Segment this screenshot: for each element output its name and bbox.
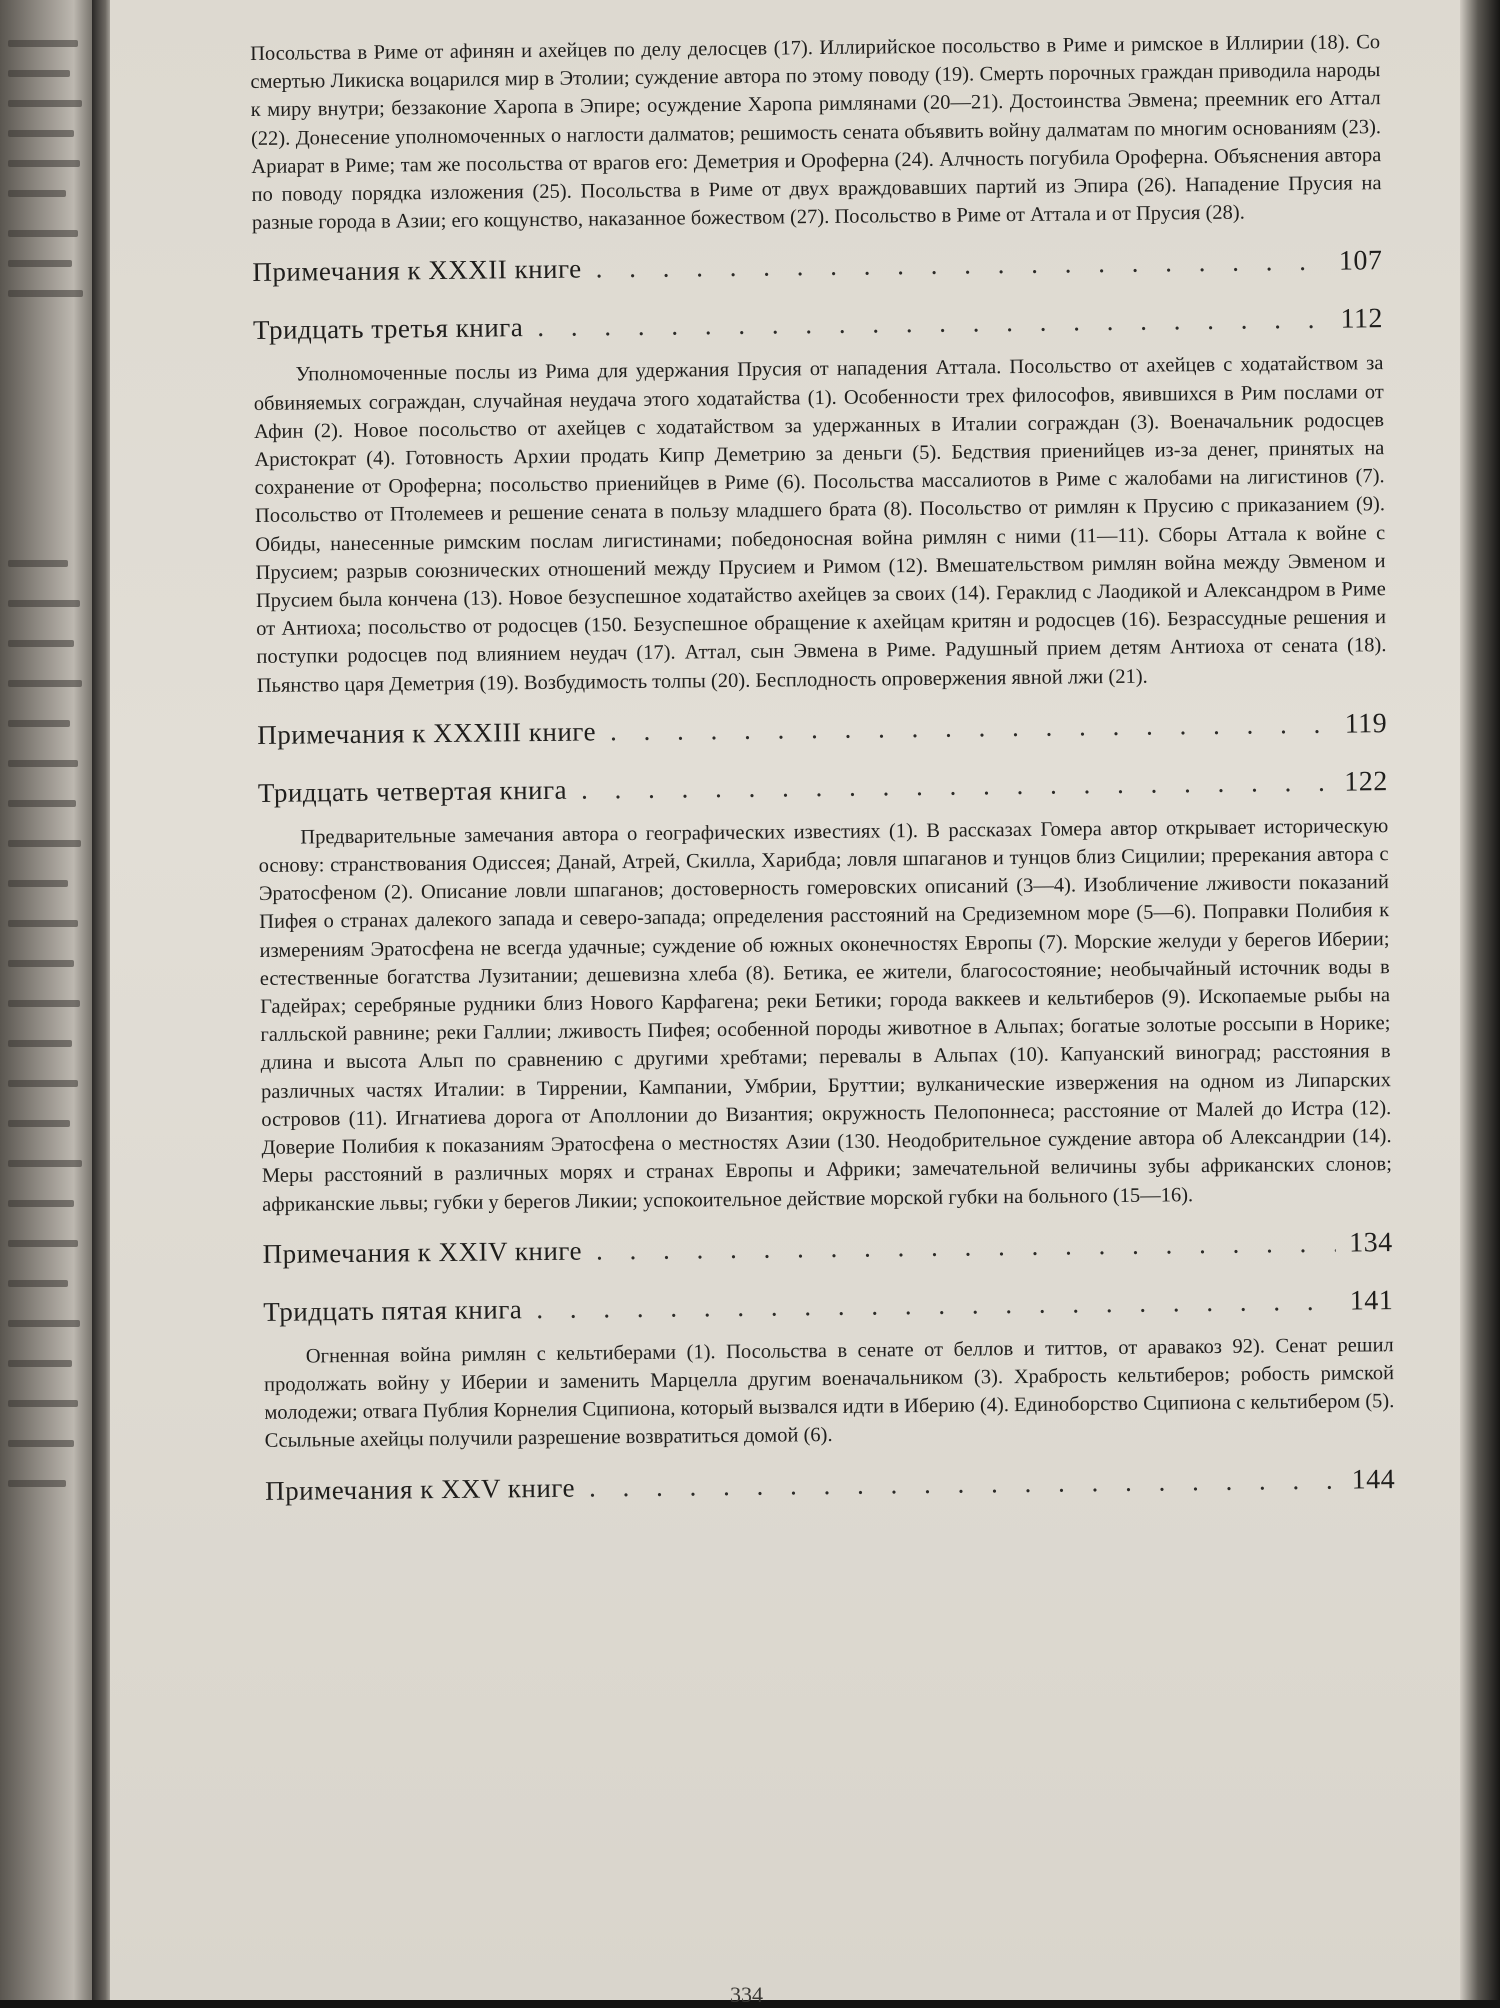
toc-entry-title: Примечания к XXIV книге [262, 1235, 583, 1269]
book-33-summary: Уполномоченные послы из Рима для удержания Прусия от нападения Аттала. Посольство от ахейцев с ходатайством за обвиняемых сограждан, случайная неудача этого ходатайства (1). Особенности трех философов, явившихся в Рим послами от Афин (2). Новое посольство от ахейцев с ходатайством за удержанных в Италии сограждан (3). Военачальник родосцев Аристократ (4). Готовность Архии продать Кипр Деметрию за деньги (5). Бедствия приенийцев из-за денег, принятых на сохранение от Ороферна; посольство приенийцев в Риме (6). Посольства массалиотов в Риме с жалобами на лигистинов (7). Посольство от Птолемеев и решение сената в пользу младшего брата (8). Посольство от римлян к Прусию с приказанием (9). Обиды, нанесенные римским послам лигистинами; победоносная война римлян с ними (11—11). Сборы Аттала к войне с Прусием; разрыв союзнических отношений между Прусием и Римом (12). Вмешательством римлян война между Эвменом и Прусием была кончена (13). Новое безуспешное ходатайство ахейцев за своих (14). Гераклид с Лаодикой и Александром в Риме от Антиоха; посольство от родосцев (150. Безуспешное обращение к ахейцам критян и родосцев (16). Безрассудные решения и поступки родосцев под влиянием неудач (17). Аттал, сын Эвмена в Риме. Радушный прием детям Антиоха от сената (18). Пьянство царя Деметрия (19). Возбудимость толпы (20). Бесплодность опровержения явной лжи (21). [253, 352, 1387, 697]
toc-entry-notes-32 [252, 246, 1382, 290]
page-right-edge-shadow [1460, 0, 1500, 2000]
toc-entry-notes-34 [263, 1227, 1393, 1271]
leader-dots [596, 246, 1325, 285]
table-of-contents [250, 28, 1396, 1533]
toc-entry-title: Тридцать пятая книга [263, 1293, 523, 1327]
leader-dots [581, 767, 1331, 806]
book-35-summary: Огненная война римлян с кельтиберами (1). Посольства в сенате от беллов и титтов, от аравакоз 92). Сенат решил продолжать войну у Иберии и заменить Марцелла другим военачальником (3). Храбрость кельтиберов; робость римской молодежи; отвага Публия Корнелия Сципиона, который вызвался идти в Иберию (4). Единоборство Сципиона с кельтибером (5). Ссыльные ахейцы получили разрешение возвратиться домой (6). [263, 1333, 1395, 1453]
adjacent-left-page [0, 0, 92, 2000]
book-page [110, 0, 1462, 2007]
toc-entry-title: Примечания к XXXIII книге [257, 716, 597, 750]
book-34-summary: Предварительные замечания автора о географических известиях (1). В рассказах Гомера автор открывает историческую основу: странствования Одиссея; Данай, Атрей, Скилла, Харибда; ловля шпаганов и тунцов близ Сицилии; пререкания автора с Эратосфеном (2). Описание ловли шпаганов; достоверность гомеровских описаний (3—4). Изобличение лживости показаний Пифея о странах далекого запада и северо-запада; определения расстояний на Средиземном море (5—6). Поправки Полибия к измерениям Эратосфена не всегда удачные; суждение об южных оконечностях Европы (7). Морские желуди у берегов Иберии; естественные богатства Лузитании; дешевизна хлеба (8). Бетика, ее жители, благосостояние; необычайный источник воды в Гадейрах; серебряные рудники близ Нового Карфагена; реки Бетики; города ваккеев и кельтиберов (9). Ископаемые рыбы на галльской равнине; реки Галлии; лживость Пифея; особенной породы животное в Альпах; богатые золотые россыпи в Норике; длина и высота Альп по сравнению с другими хребтами; перевалы в Альпах (10). Капуанский виноград; расстояния в различных частях Италии: в Тиррении, Кампании, Умбрии, Бруттии; вулканические извержения на одном из Липарских островов (11). Игнатиева дорога от Аполлонии до Византия; окружность Пелопоннеса; расстояние от Малей до Истра (12). Доверие Полибия к показаниям Эратосфена о местностях Азии (130. Неодобрительное суждение автора об Александрии (14). Меры расстояний в различных морях и странах Европы и Африки; замечательной величины зубы африканских слонов; африканские львы; губки у берегов Ликии; успокоительное действие морской губки на больного (15—16). [258, 814, 1392, 1216]
toc-entry-notes-35 [265, 1464, 1395, 1508]
leader-dots [596, 1227, 1335, 1266]
toc-entry-page: 119 [1344, 707, 1388, 740]
toc-entry-page: 144 [1351, 1463, 1396, 1496]
toc-entry-book-35 [263, 1285, 1393, 1329]
page-number: 334 [730, 1982, 763, 2007]
toc-entry-page: 141 [1349, 1284, 1394, 1317]
book-intro-summary: Посольства в Риме от афинян и ахейцев по делу делосцев (17). Иллирийское посольство в Риме и римское в Иллирии (18). Со смертью Ликиска воцарился мир в Этолии; суждение автора по этому поводу (19). Смерть порочных граждан приводила народы к миру внутри; беззаконие Харопа в Эпире; осуждение Харопа римлянами (20—21). Достоинства Эвмена; преемник его Аттал (22). Донесение уполномоченных о наглости далматов; решимость сената объявить войну далматам по многим основаниям (23). Ариарат в Риме; там же посольства от врагов его: Деметрия и Ороферна (24). Алчность погубила Ороферна. Объяснения автора по поводу порядка изложения (25). Посольства в Риме от двух враждовавших партий из Эпира (26). Нападение Прусия на разные города в Азии; его кощунство, наказанное божеством (27). Посольство в Риме от Аттала и от Прусия (28). [250, 31, 1382, 235]
toc-entry-title: Тридцать четвертая книга [257, 774, 568, 808]
toc-entry-title: Примечания к XXV книге [265, 1472, 576, 1506]
leader-dots [610, 709, 1331, 748]
toc-entry-page: 112 [1340, 303, 1384, 336]
leader-dots [537, 304, 1327, 343]
toc-entry-title: Тридцать третья книга [252, 312, 524, 346]
toc-entry-page: 122 [1344, 765, 1388, 798]
toc-entry-page: 134 [1348, 1226, 1393, 1259]
toc-entry-title: Примечания к XXXII книге [252, 253, 582, 288]
leader-dots [589, 1464, 1338, 1503]
toc-entry-page: 107 [1338, 245, 1383, 278]
toc-entry-book-33 [253, 304, 1383, 348]
toc-entry-book-34 [258, 766, 1388, 810]
toc-entry-notes-33 [257, 708, 1387, 752]
leader-dots [536, 1285, 1336, 1324]
